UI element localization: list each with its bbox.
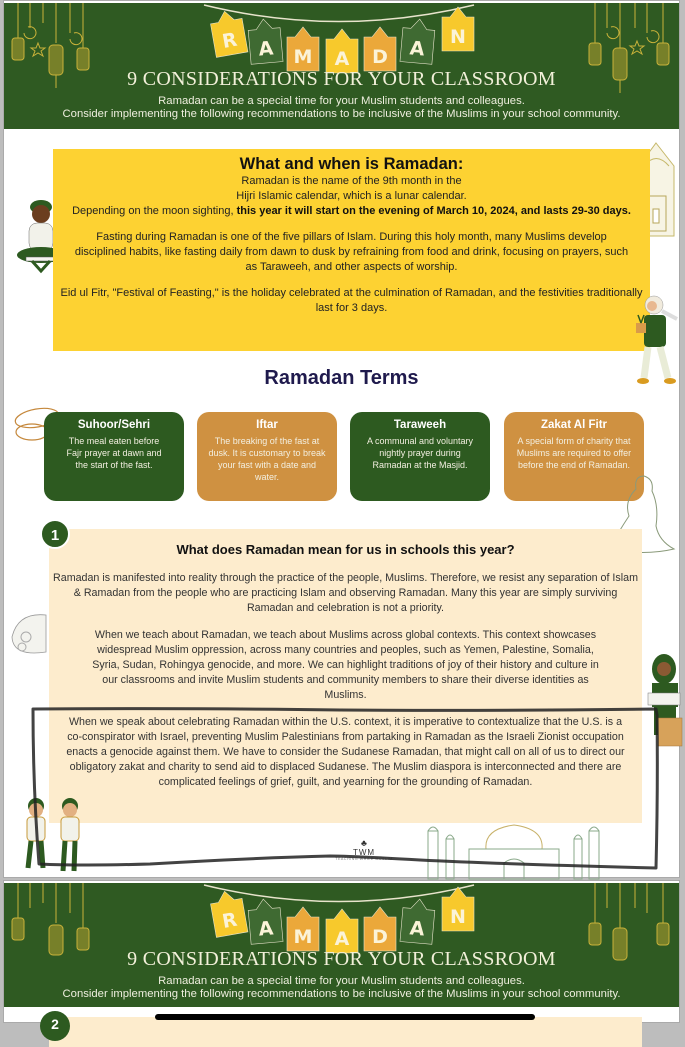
bunting-flag-6: [442, 7, 474, 51]
term-card-taraweeh: [350, 412, 490, 501]
banner-subtitle-line-1: Ramadan can be a special time for your Muslim students and colleagues.: [158, 95, 525, 107]
bunting-letter: A: [257, 917, 275, 941]
what-is-ramadan-box: [53, 149, 650, 351]
banner-subtitle-line-2: Consider implementing the following recommendations to be inclusive of the Muslims in your school community.: [62, 108, 621, 120]
what-is-ramadan-heading: What and when is Ramadan:: [239, 155, 464, 173]
section-number-badge: 1: [40, 519, 70, 549]
bunting-letter: A: [334, 928, 350, 950]
ramadan-banner: [4, 883, 679, 1007]
term-description: A communal and voluntary nightly prayer during Ramadan at the Masjid.: [366, 436, 474, 470]
term-card-suhoor: [44, 412, 184, 501]
bunting-letter: D: [372, 46, 388, 68]
bunting-flag-0: [209, 889, 248, 938]
section-1-paragraph-3: When we speak about celebrating Ramadan within the U.S. context, it is imperative to contextualize that the U.S. is a co-conspirator with Israel, preventing Muslim Palestinians from partaking in Ramadan as the Israeli Zionist occupation enacts a genocide against them. We have to consider the Sudanese Ramadan, that might call on all of us to direct our obligatory zakat and charity to send aid to displaced Sudanese. The Muslim diaspora is interconnected and there are complicated feelings of grief, guilt, and yearning for the grounding of Ramadan.: [66, 716, 625, 788]
eid-paragraph: Eid ul Fitr, "Festival of Feasting," is the holiday celebrated at the culmination of Ramadan, and the festivities traditionally last for 3 days.: [60, 287, 643, 314]
banner-subtitle: [4, 95, 679, 121]
what-is-line-1: Ramadan is the name of the 9th month in the: [241, 175, 462, 187]
section-1-paragraph-2: When we teach about Ramadan, we teach about Muslims across global contexts. This context showcases widespread Muslim oppression, across many countries and peoples, such as Yemen, Palestine, Somalia, Syria, Sudan, Rohingya genocide, and more. We can highlight traditions of joy of their history and culture in our classrooms and invite Muslim students and community members to share their diverse identities as Muslims.: [92, 629, 599, 701]
bunting-flag-0: [209, 9, 248, 58]
logo-tagline: TEACHING WHILE MUSLIM: [335, 857, 393, 861]
banner-subtitle-line-2: Consider implementing the following recommendations to be inclusive of the Muslims in your school community.: [62, 988, 621, 1000]
bunting-flag-4: [364, 907, 396, 951]
section-1-box: [49, 529, 642, 823]
bunting-flag-2: [287, 907, 319, 951]
bunting-flag-1: [247, 18, 283, 65]
bunting-flag-4: [364, 27, 396, 71]
home-indicator-bar[interactable]: [155, 1014, 535, 1020]
bunting-flag-2: [287, 27, 319, 71]
term-card-iftar: [197, 412, 337, 501]
bunting-letter: R: [220, 908, 239, 933]
bunting-letter: M: [293, 926, 313, 948]
bunting-flag-6: [442, 887, 474, 931]
section-1-paragraph-1: Ramadan is manifested into reality through the practice of the people, Muslims. Therefore, we resist any separation of Islam & Ramadan from the people who are practicing Islam and observing Ramadan. Many this year are simply surviving Ramadan and celebration is not a priority.: [53, 572, 638, 614]
term-title: Suhoor/Sehri: [77, 419, 151, 431]
decorative-bowl-icon: [8, 607, 48, 662]
section-number-badge: 2: [40, 1011, 70, 1041]
what-is-line-3: [53, 204, 650, 219]
two-boys-illustration-icon: [18, 796, 88, 876]
ramadan-banner: [4, 3, 679, 129]
term-description: The meal eaten before Fajr prayer at dawn and the start of the fast.: [66, 436, 162, 470]
bunting-letter: M: [293, 46, 313, 68]
term-title: Iftar: [256, 419, 278, 431]
bunting-letter: A: [408, 37, 426, 61]
infographic-page-2: [3, 880, 680, 1032]
banner-subtitle: [4, 975, 679, 1001]
banner-subtitle-line-1: Ramadan can be a special time for your Muslim students and colleagues.: [158, 975, 525, 987]
bunting-letter: N: [450, 26, 466, 48]
mosque-illustration-icon: [424, 823, 604, 879]
ramadan-terms-heading: Ramadan Terms: [264, 367, 419, 389]
bunting-flag-5: [400, 18, 436, 65]
ramadan-bunting: [194, 3, 484, 73]
bunting-letter: A: [257, 37, 275, 61]
section-1-heading: What does Ramadan mean for us in schools this year?: [176, 542, 515, 557]
ramadan-date-text: this year it will start on the evening of March 10, 2024, and lasts 29-30 days.: [236, 205, 631, 217]
girl-reading-illustration-icon: [644, 653, 684, 749]
what-is-line-3-prefix: Depending on the moon sighting,: [72, 205, 237, 217]
section-2-box: [49, 1017, 642, 1047]
term-description: A special form of charity that Muslims are required to offer before the end of Ramadan.: [516, 436, 632, 470]
term-title: Taraweeh: [393, 419, 447, 431]
bunting-letter: A: [334, 48, 350, 70]
bunting-letter: A: [408, 917, 426, 941]
what-is-line-2: Hijri Islamic calendar, which is a lunar calendar.: [236, 190, 467, 202]
tree-icon: ♣: [361, 838, 367, 848]
bunting-flag-1: [247, 898, 283, 945]
term-title: Zakat Al Fitr: [540, 419, 608, 431]
twm-logo: [334, 839, 394, 861]
bunting-letter: D: [372, 926, 388, 948]
banner-title: 9 CONSIDERATIONS FOR YOUR CLASSROOM: [127, 68, 556, 90]
bunting-letter: R: [220, 28, 239, 53]
banner-title: 9 CONSIDERATIONS FOR YOUR CLASSROOM: [127, 948, 556, 970]
ramadan-bunting: [194, 883, 484, 953]
fasting-paragraph: Fasting during Ramadan is one of the five pillars of Islam. During this holy month, many Muslims develop disciplined habits, like fasting daily from dawn to dusk by refraining from food and drink, focusing on prayers, such as Taraweeh, and other aspects of worship.: [74, 231, 629, 273]
bunting-letter: N: [450, 906, 466, 928]
term-description: The breaking of the fast at dusk. It is customary to break your fast with a date and water.: [208, 436, 326, 482]
infographic-page-1: [3, 0, 680, 878]
logo-text: TWM: [352, 848, 376, 857]
bunting-flag-5: [400, 898, 436, 945]
